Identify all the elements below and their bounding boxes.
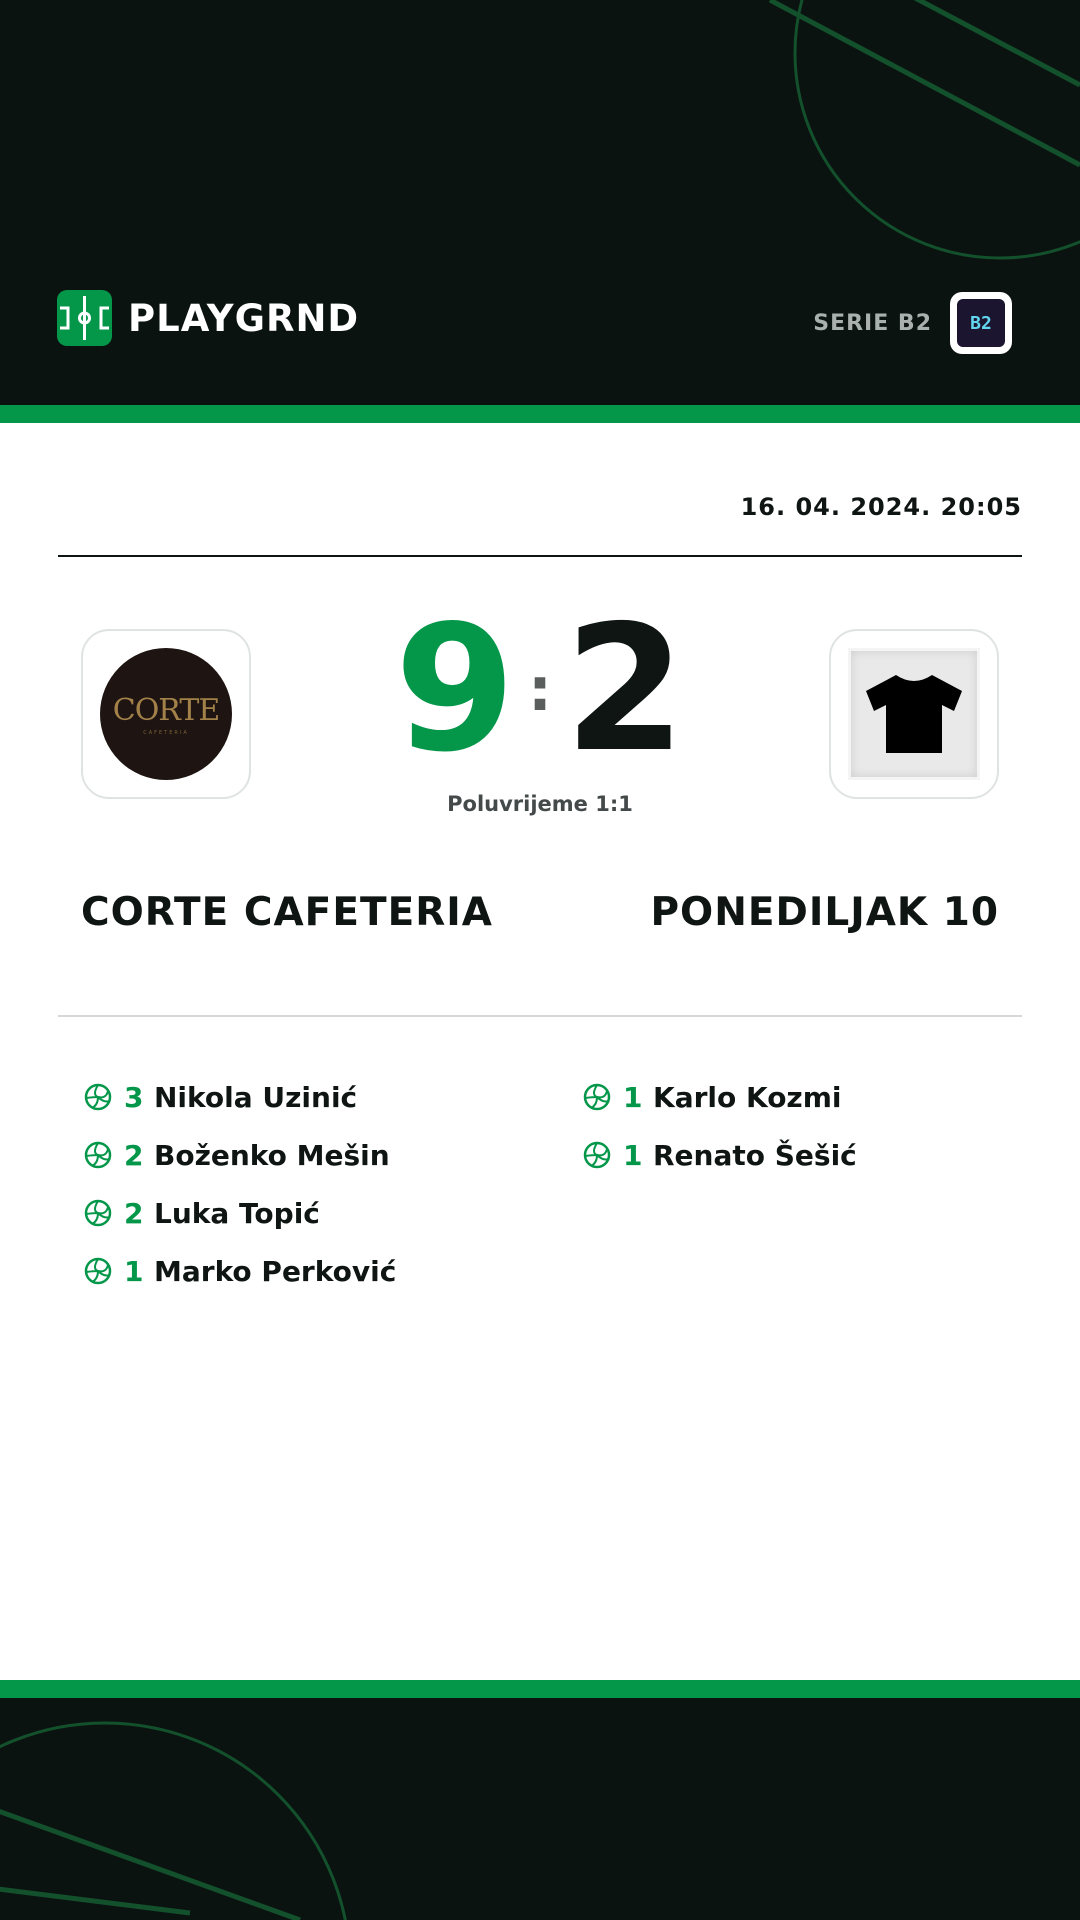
halftime-score: Poluvrijeme 1:1 [447, 792, 633, 816]
brand-name: PLAYGRND [128, 296, 360, 340]
home-team-name: CORTE CAFETERIA [81, 890, 493, 935]
ball-icon [583, 1083, 611, 1111]
ball-icon [84, 1257, 112, 1285]
ball-icon [84, 1083, 112, 1111]
scoreboard [390, 588, 690, 791]
player-name: Nikola Uzinić [154, 1080, 358, 1114]
scorer-row [84, 1068, 564, 1126]
league-logo [957, 299, 1005, 347]
score-separator: : [528, 655, 552, 725]
ball-icon [84, 1199, 112, 1227]
divider [58, 1015, 1022, 1017]
goals-count: 2 [124, 1196, 144, 1230]
scorer-row [84, 1184, 564, 1242]
goals-count: 2 [124, 1138, 144, 1172]
goals-count: 1 [623, 1080, 643, 1114]
home-scorers-list [84, 1068, 564, 1300]
scorer-row [84, 1242, 564, 1300]
tshirt-icon [848, 648, 980, 780]
league-badge-text: B2 [970, 312, 992, 334]
home-team-crest [100, 648, 232, 780]
pitch-lines-decoration [0, 1698, 1080, 1920]
header [0, 0, 1080, 405]
home-crest-subtext: CAFETERIA [143, 729, 189, 736]
league [813, 292, 1012, 354]
ball-icon [583, 1141, 611, 1169]
away-scorers-list [583, 1068, 1063, 1184]
player-name: Renato Šešić [653, 1138, 857, 1172]
player-name: Boženko Mešin [154, 1138, 390, 1172]
brand [57, 290, 359, 346]
goals-count: 3 [124, 1080, 144, 1114]
home-crest-text: CORTE [112, 692, 220, 728]
divider [58, 555, 1022, 557]
goals-count: 1 [124, 1254, 144, 1288]
pitch-icon [57, 290, 112, 346]
league-badge [950, 292, 1012, 354]
player-name: Karlo Kozmi [653, 1080, 842, 1114]
match-datetime: 16. 04. 2024. 20:05 [740, 493, 1022, 521]
player-name: Marko Perković [154, 1254, 397, 1288]
player-name: Luka Topić [154, 1196, 320, 1230]
away-team-name: PONEDILJAK 10 [650, 890, 999, 935]
scorer-row [583, 1068, 1063, 1126]
home-team-logo [81, 629, 251, 799]
away-score: 2 [564, 588, 686, 791]
league-name: SERIE B2 [813, 310, 932, 336]
footer-accent-bar [0, 1680, 1080, 1698]
header-accent-bar [0, 405, 1080, 423]
goals-count: 1 [623, 1138, 643, 1172]
ball-icon [84, 1141, 112, 1169]
scorer-row [583, 1126, 1063, 1184]
scorer-row [84, 1126, 564, 1184]
footer [0, 1698, 1080, 1920]
away-team-logo [829, 629, 999, 799]
home-score: 9 [394, 588, 516, 791]
